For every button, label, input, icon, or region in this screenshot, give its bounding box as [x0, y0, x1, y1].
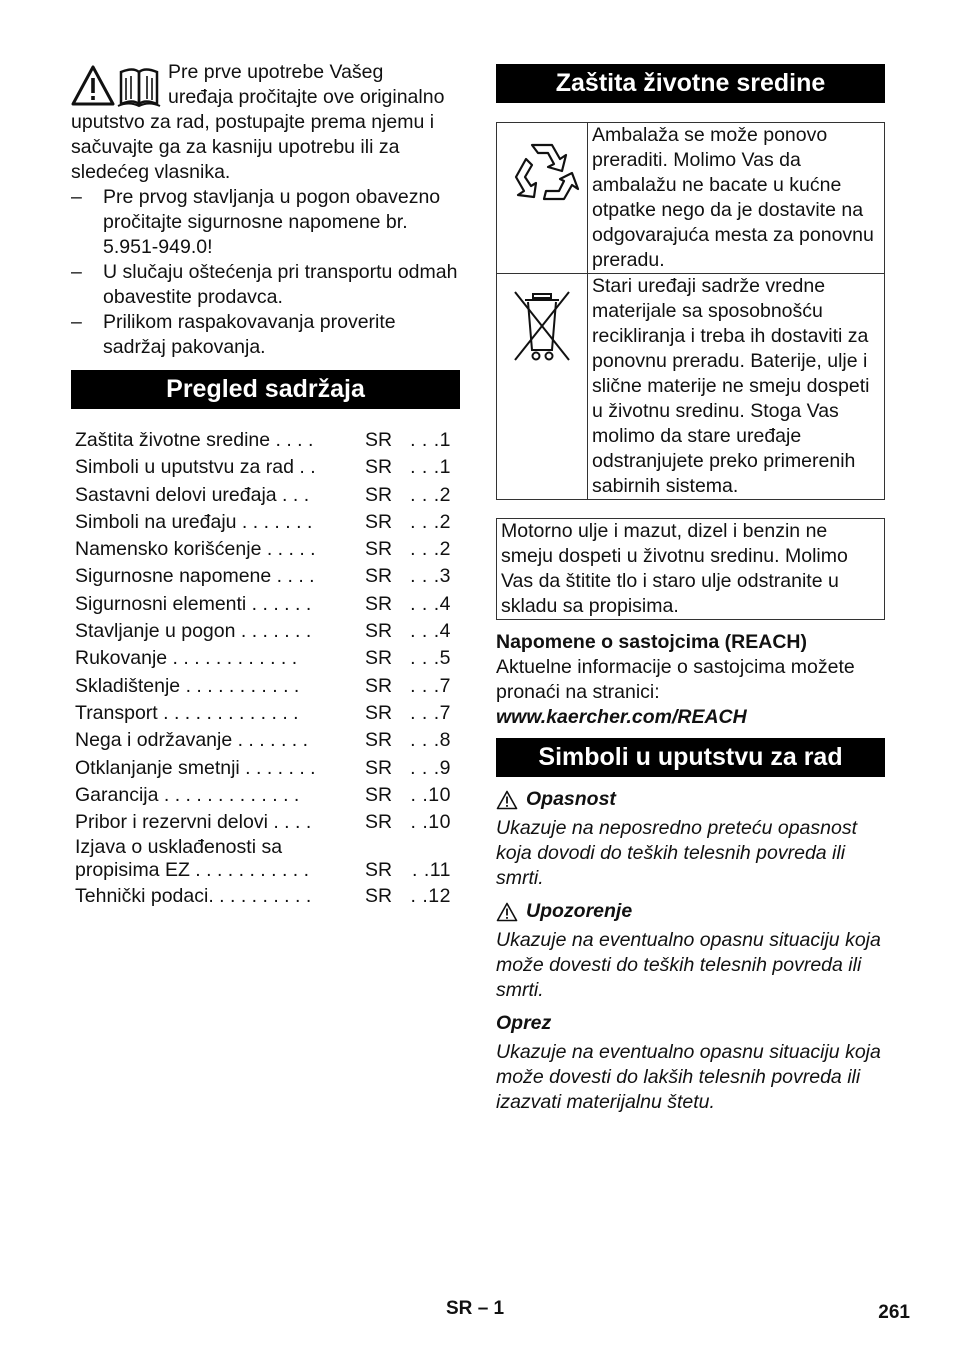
toc-row[interactable]: Tehnički podaci. . . . . . . . . . SR . .12 — [75, 885, 451, 908]
intro-line: sledećeg vlasnika. — [71, 161, 231, 183]
toc-row[interactable]: Izjava o usklađenosti sa propisima EZ . . . . . . . . . . . SR . .11 — [75, 836, 451, 882]
toc-row[interactable]: Simboli na uređaju . . . . . . . SR . . .2 — [75, 510, 451, 533]
toc-row[interactable]: Zaštita životne sredine . . . . SR . . .1 — [75, 429, 451, 451]
warning-triangle-icon — [496, 790, 518, 810]
toc-row[interactable]: Rukovanje . . . . . . . . . . . . SR . . .5 — [75, 647, 451, 670]
intro-line: uputstvo za rad, postupajte prema njemu i — [71, 111, 435, 133]
weee-icon-cell — [497, 274, 588, 500]
recycle-text: Ambalaža se može ponovo preraditi. Molimo Vas da ambalažu ne bacate u kućne otpatke nego da je dostavite na odgovarajuća mesta za ponovnu preradu. — [588, 123, 885, 274]
env-heading: Zaštita životne sredine — [496, 64, 885, 103]
intro-line: sačuvajte ga za kasniju upotrebu ili za — [71, 136, 400, 158]
dash-marker: – — [71, 311, 82, 333]
toc-row[interactable]: Namensko korišćenje . . . . . SR . . .2 — [75, 538, 451, 561]
toc-row[interactable]: Stavljanje u pogon . . . . . . . SR . . .4 — [75, 620, 451, 643]
toc-row[interactable]: Skladištenje . . . . . . . . . . . SR . . .7 — [75, 674, 451, 697]
caution-title: Oprez — [496, 1012, 552, 1034]
toc-row[interactable]: Simboli u uputstvu za rad . . SR . . .1 — [75, 456, 451, 479]
table-of-contents — [71, 427, 460, 911]
list-item: – Prilikom raspakovavanja proverite sadržaj pakovanja. — [71, 311, 396, 358]
toc-row[interactable]: Otklanjanje smetnji . . . . . . . SR . . .9 — [75, 756, 451, 779]
danger-text: Ukazuje na neposredno preteću opasnost koja dovodi do teških telesnih povreda ili smrti. — [496, 817, 857, 889]
toc-row[interactable]: Pribor i rezervni delovi . . . . SR . .10 — [75, 811, 451, 834]
table-row — [497, 274, 885, 500]
table-row — [497, 123, 885, 274]
toc-row[interactable]: Sastavni delovi uređaja . . . SR . . .2 — [75, 483, 451, 506]
intro-line: uređaja pročitajte ove originalno — [168, 86, 445, 108]
toc-row[interactable]: Nega i održavanje . . . . . . . SR . . .8 — [75, 729, 451, 752]
intro-line: Pre prve upotrebe Vašeg — [168, 61, 384, 83]
oil-notice-box: Motorno ulje i mazut, dizel i benzin ne smeju dospeti u životnu sredinu. Molimo Vas da štitite tlo i staro ulje odstranite u skladu sa propisima. — [496, 518, 885, 620]
reach-link[interactable]: www.kaercher.com/REACH — [496, 706, 747, 728]
footer-section-label: SR – 1 — [446, 1298, 505, 1319]
symbols-heading: Simboli u uputstvu za rad — [496, 738, 885, 777]
toc-row[interactable]: Sigurnosne napomene . . . . SR . . .3 — [75, 565, 451, 588]
footer-page-number: 261 — [878, 1302, 910, 1323]
list-item: – Pre prvog stavljanja u pogon obavezno pročitajte sigurnosne napomene br. 5.951-949.0! — [71, 186, 441, 258]
env-table — [496, 122, 885, 500]
toc-row[interactable]: Garancija . . . . . . . . . . . . . SR . .10 — [75, 783, 451, 806]
recycle-icon — [504, 135, 580, 211]
weee-text: Stari uređaji sadrže vredne materijale sa sposobnošću recikliranja i treba ih dostaviti za ponovnu preradu. Baterije, ulje i slične materije ne smeju dospeti u životnu sredinu. Stoga Vas molimo da stare uređaje odstranjujete preko primerenih sabirnih sistema. — [588, 274, 885, 500]
reach-text: Aktuelne informacije o sastojcima možete pronaći na stranici: — [496, 656, 855, 703]
intro-block — [71, 60, 460, 185]
toc-heading: Pregled sadržaja — [71, 370, 460, 409]
crossed-out-bin-icon — [509, 286, 575, 366]
toc-row[interactable]: Transport . . . . . . . . . . . . . SR . . .7 — [75, 701, 451, 724]
right-column — [496, 64, 885, 1115]
warning-title: Upozorenje — [526, 900, 633, 922]
reach-title: Napomene o sastojcima (REACH) — [496, 631, 807, 653]
toc-row[interactable]: Sigurnosni elementi . . . . . . SR . . .4 — [75, 592, 451, 615]
warning-heading — [496, 899, 885, 924]
warning-triangle-icon — [496, 902, 518, 922]
warning-text: Ukazuje na eventualno opasnu situaciju koja može dovesti do teških telesnih povreda ili smrti. — [496, 929, 881, 1001]
dash-marker: – — [71, 186, 82, 208]
dash-marker: – — [71, 261, 82, 283]
list-item: – U slučaju oštećenja pri transportu odmah obavestite prodavca. — [71, 261, 458, 308]
danger-heading — [496, 787, 885, 812]
warning-manual-icon — [71, 64, 163, 108]
recycle-icon-cell — [497, 123, 588, 274]
danger-title: Opasnost — [526, 788, 616, 810]
intro-bullet-list — [71, 185, 460, 360]
caution-text: Ukazuje na eventualno opasnu situaciju koja može dovesti do lakših telesnih povreda ili izazvati materijalnu štetu. — [496, 1041, 881, 1113]
left-column — [71, 60, 460, 911]
